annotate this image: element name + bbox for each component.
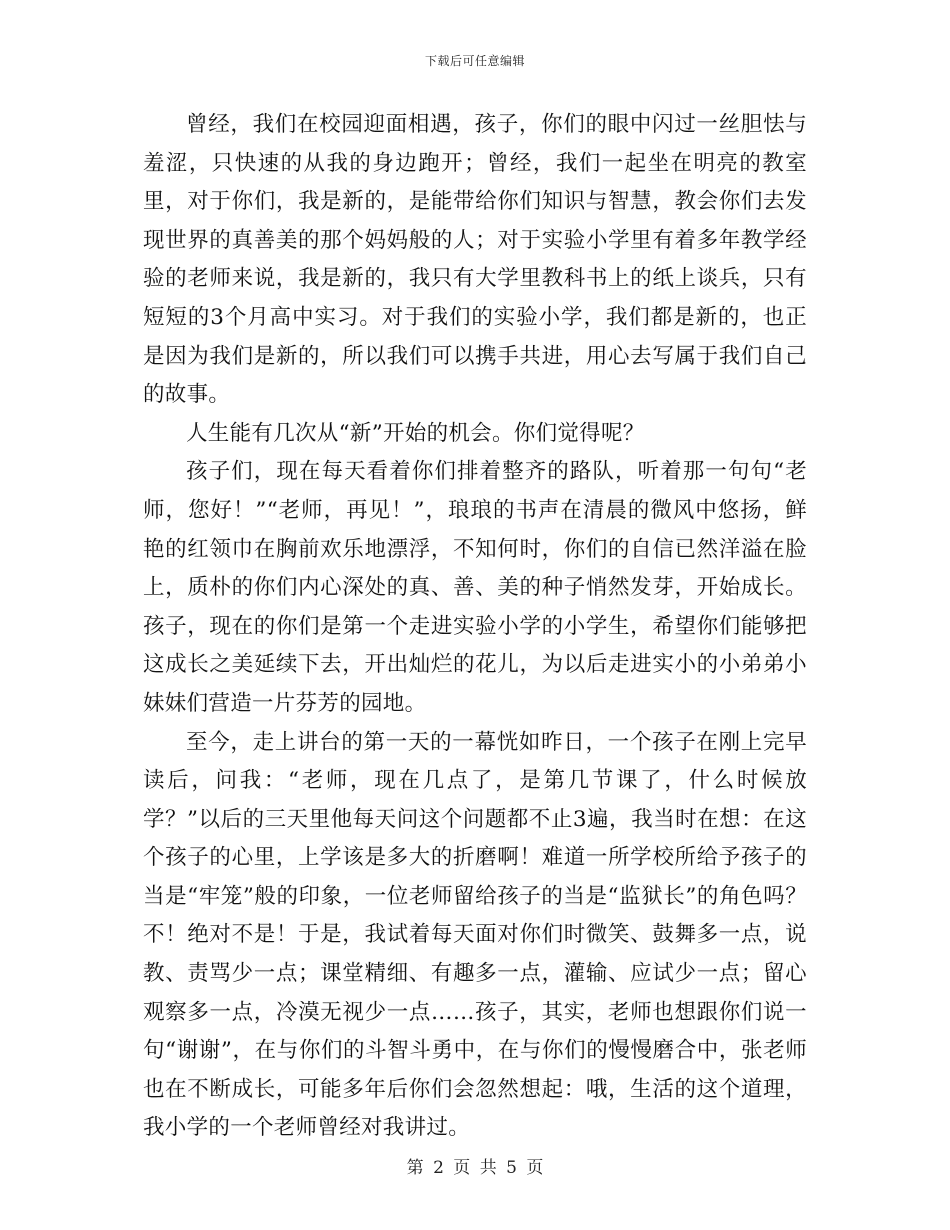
paragraph-1: 曾经，我们在校园迎面相遇，孩子，你们的眼中闪过一丝胆怯与羞涩，只快速的从我的身边跑开；曾经，我们一起坐在明亮的教室里，对于你们，我是新的，是能带给你们知识与智慧，教会你们去发现世界的真善美的那个妈妈般的人；对于实验小学里有着多年教学经验的老师来说，我是新的，我只有大学里教科书上的纸上谈兵，只有短短的3个月高中实习。对于我们的实验小学，我们都是新的，也正是因为我们是新的，所以我们可以携手共进，用心去写属于我们自己的故事。: [143, 112, 807, 408]
paragraph-3: 孩子们，现在每天看着你们排着整齐的路队，听着那一句句“老师，您好！”“老师，再见！”，琅琅的书声在清晨的微风中悠扬，鲜艳的红领巾在胸前欢乐地漂浮，不知何时，你们的自信已然洋溢在脸上，质朴的你们内心深处的真、善、美的种子悄然发芽，开始成长。孩子，现在的你们是第一个走进实验小学的小学生，希望你们能够把这成长之美延续下去，开出灿烂的花儿，为以后走进实小的小弟弟小妹妹们营造一片芬芳的园地。: [143, 459, 807, 716]
page-number: 第 2 页 共 5 页: [406, 1158, 544, 1178]
paragraph-4: 至今，走上讲台的第一天的一幕恍如昨日，一个孩子在刚上完早读后，问我：“老师，现在几点了，是第几节课了，什么时候放学？”以后的三天里他每天问这个问题都不止3遍，我当时在想：在这个孩子的心里，上学该是多大的折磨啊！难道一所学校所给予孩子的当是“牢笼”般的印象，一位老师留给孩子的当是“监狱长”的角色吗？不！绝对不是！于是，我试着每天面对你们时微笑、鼓舞多一点，说教、责骂少一点；课堂精细、有趣多一点，灌输、应试少一点；留心观察多一点，冷漠无视少一点……孩子，其实，老师也想跟你们说一句“谢谢”，在与你们的斗智斗勇中，在与你们的慢慢磨合中，张老师也在不断成长，可能多年后你们会忽然想起：哦，生活的这个道理，我小学的一个老师曾经对我讲过。: [143, 729, 807, 1141]
document-body: [143, 106, 807, 1148]
paragraph-2: 人生能有几次从“新”开始的机会。你们觉得呢？: [186, 420, 645, 446]
page-header: 下载后可任意编辑: [424, 54, 525, 68]
